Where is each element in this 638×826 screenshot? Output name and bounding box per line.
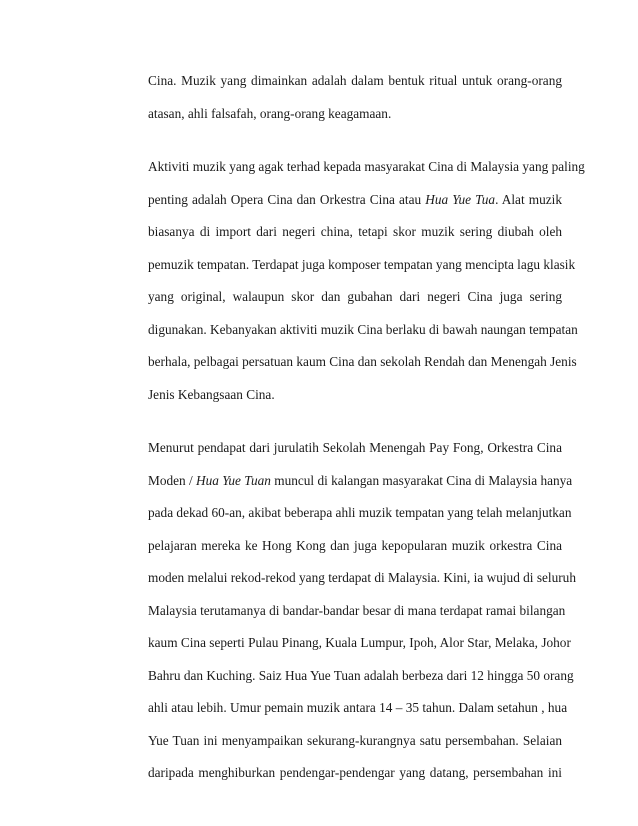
text-line: Jenis Kebangsaan Cina. (148, 387, 275, 402)
text-run: penting adalah Opera Cina dan Orkestra Cina atau (148, 192, 426, 207)
text-line: Cina. Muzik yang dimainkan adalah dalam bentuk ritual untuk orang-orang (148, 73, 562, 88)
text-line: ahli atau lebih. Umur pemain muzik antara 14 – 35 tahun. Dalam setahun , hua (148, 700, 568, 715)
text-line: yang original, walaupun skor dan gubahan dari negeri Cina juga sering (148, 289, 562, 304)
text-line: Bahru dan Kuching. Saiz Hua Yue Tuan adalah berbeza dari 12 hingga 50 orang (148, 668, 574, 683)
text-line: kaum Cina seperti Pulau Pinang, Kuala Lumpur, Ipoh, Alor Star, Melaka, Johor (148, 635, 571, 650)
text-line: biasanya di import dari negeri china, tetapi skor muzik sering diubah oleh (148, 224, 562, 239)
text-line: Menurut pendapat dari jurulatih Sekolah Menengah Pay Fong, Orkestra Cina (148, 440, 562, 455)
text-line: Aktiviti muzik yang agak terhad kepada masyarakat Cina di Malaysia yang paling (148, 159, 585, 174)
text-line: pada dekad 60-an, akibat beberapa ahli muzik tempatan yang telah melanjutkan (148, 505, 572, 520)
text-line: Malaysia terutamanya di bandar-bandar besar di mana terdapat ramai bilangan (148, 603, 566, 618)
text-line: daripada menghiburkan pendengar-pendengar yang datang, persembahan ini (148, 765, 562, 780)
text-run: . Alat muzik (495, 192, 562, 207)
text-run: muncul di kalangan masyarakat Cina di Malaysia hanya (270, 473, 573, 488)
text-line: pelajaran mereka ke Hong Kong dan juga kepopularan muzik orkestra Cina (148, 538, 562, 553)
italic-term: Hua Yue Tuan (196, 473, 271, 488)
text-line: Yue Tuan ini menyampaikan sekurang-kurangnya satu persembahan. Selaian (148, 733, 562, 748)
text-line (148, 473, 573, 489)
italic-term: Hua Yue Tua (425, 192, 496, 207)
text-run: Moden / (148, 473, 197, 488)
text-line (148, 192, 562, 208)
text-line: pemuzik tempatan. Terdapat juga komposer tempatan yang mencipta lagu klasik (148, 257, 576, 272)
text-line: digunakan. Kebanyakan aktiviti muzik Cina berlaku di bawah naungan tempatan (148, 322, 578, 337)
text-line: atasan, ahli falsafah, orang-orang keagamaan. (148, 106, 392, 121)
text-line: moden melalui rekod-rekod yang terdapat di Malaysia. Kini, ia wujud di seluruh (148, 570, 576, 585)
text-line: berhala, pelbagai persatuan kaum Cina dan sekolah Rendah dan Menengah Jenis (148, 354, 577, 369)
